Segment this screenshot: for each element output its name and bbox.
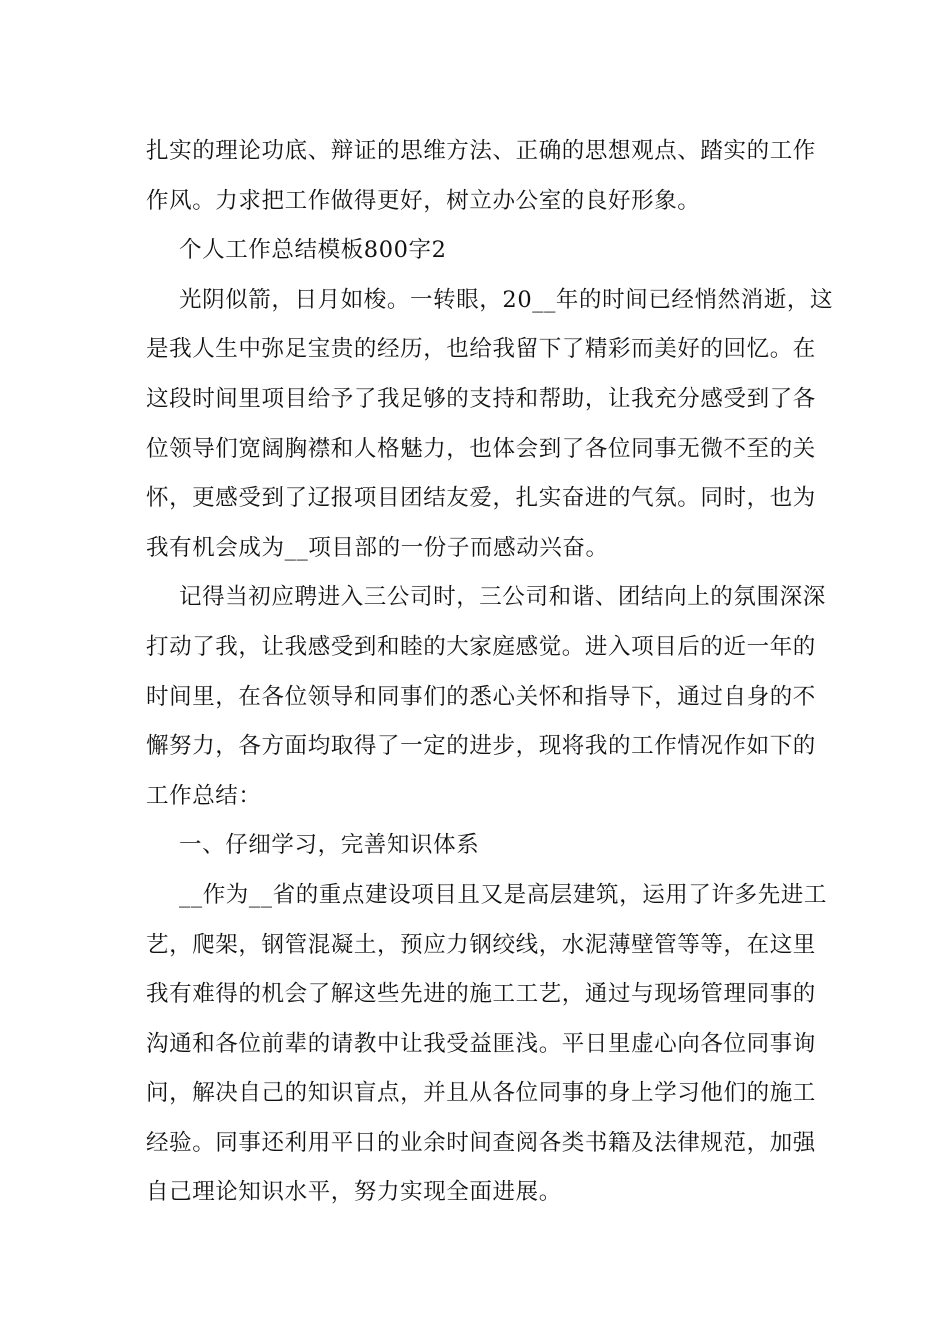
text-line: 是我人生中弥足宝贵的经历，也给我留下了精彩而美好的回忆。在 <box>146 336 816 363</box>
text-line: __作为__省的重点建设项目且又是高层建筑，运用了许多先进工 <box>179 881 828 908</box>
text-line: 艺，爬架，钢管混凝土，预应力钢绞线，水泥薄壁管等等，在这里 <box>146 931 816 958</box>
text-line: 经验。同事还利用平日的业余时间查阅各类书籍及法律规范，加强 <box>146 1129 816 1156</box>
text-line: 这段时间里项目给予了我足够的支持和帮助，让我充分感受到了各 <box>146 385 816 412</box>
text-line: 沟通和各位前辈的请教中让我受益匪浅。平日里虚心向各位同事询 <box>146 1030 816 1057</box>
text-line: 位领导们宽阔胸襟和人格魅力，也体会到了各位同事无微不至的关 <box>146 435 816 462</box>
text-line: 打动了我，让我感受到和睦的大家庭感觉。进入项目后的近一年的 <box>146 633 816 660</box>
paragraph <box>146 573 826 821</box>
section-heading <box>146 821 806 871</box>
text-line: 光阴似箭，日月如梭。一转眼，20__年的时间已经悄然消逝，这 <box>179 286 834 313</box>
paragraph <box>146 276 834 574</box>
text-line: 问，解决自己的知识盲点，并且从各位同事的身上学习他们的施工 <box>146 1080 816 1107</box>
text-line: 怀，更感受到了辽报项目团结友爱，扎实奋进的气氛。同时，也为 <box>146 485 816 512</box>
heading-line: 一、仔细学习，完善知识体系 <box>179 832 480 859</box>
text-line: 自己理论知识水平，努力实现全面进展。 <box>146 1179 562 1206</box>
text-line: 作风。力求把工作做得更好，树立办公室的良好形象。 <box>146 187 701 214</box>
text-line: 记得当初应聘进入三公司时，三公司和谐、团结向上的氛围深深 <box>179 584 826 611</box>
paragraph <box>146 871 828 1218</box>
title-line: 个人工作总结模板800字2 <box>179 237 447 264</box>
text-line: 工作总结： <box>146 782 262 809</box>
paragraph-continuation <box>146 127 816 226</box>
section-title <box>146 226 806 276</box>
text-line: 我有难得的机会了解这些先进的施工工艺，通过与现场管理同事的 <box>146 981 816 1008</box>
text-line: 时间里，在各位领导和同事们的悉心关怀和指导下，通过自身的不 <box>146 683 816 710</box>
text-line: 扎实的理论功底、辩证的思维方法、正确的思想观点、踏实的工作 <box>146 138 816 164</box>
text-line: 懈努力，各方面均取得了一定的进步，现将我的工作情况作如下的 <box>146 733 816 760</box>
text-line: 我有机会成为__项目部的一份子而感动兴奋。 <box>146 534 609 561</box>
document-body <box>146 127 834 1218</box>
